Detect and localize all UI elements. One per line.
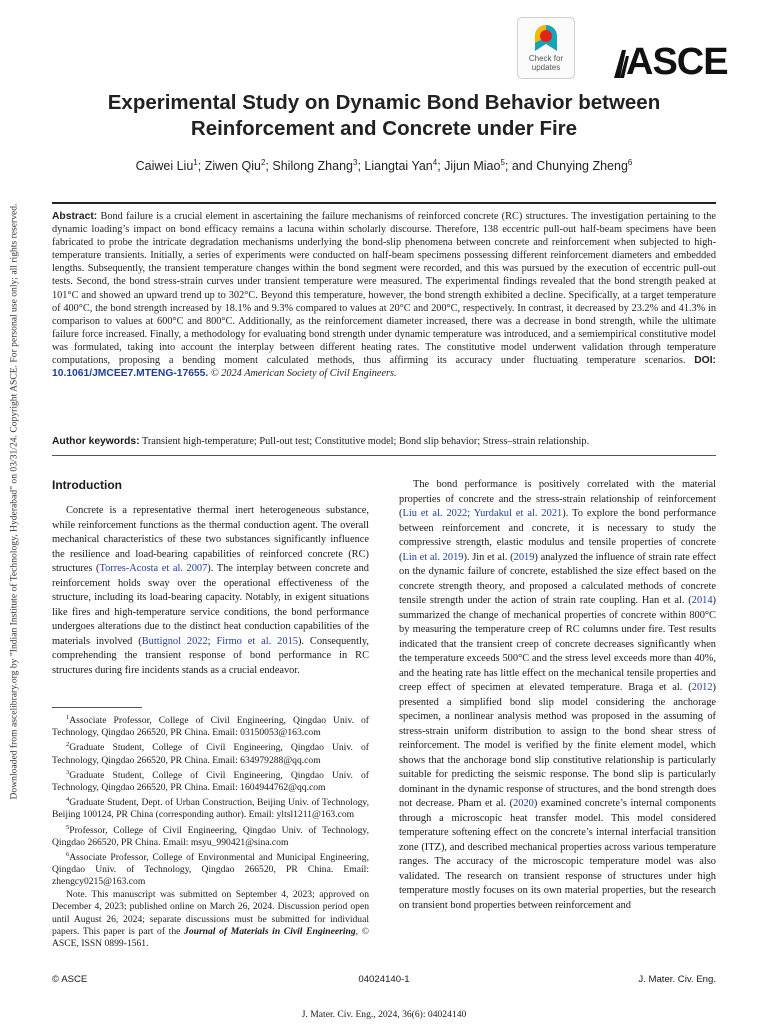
footnote-text: Associate Professor, College of Environmental and Municipal Engineering, Qingdao Univ. of Technology, Qingdao 266520, PR China. Email: zhengcy0215@163.com	[52, 852, 369, 888]
right-column	[399, 478, 716, 913]
paragraph-text: ) summarized the change of mechanical properties of concrete within 800°C by measuring the temperature creep of RC columns under fire. Test results indicated that the transient creep of concrete decreases significantly when the temperature exceeds 500°C and the stress level exceeds more than 40%, and the heating rate has little effect on the mechanical tensile properties and creep effect of specimen at elevated temperature. Braga et al. (	[399, 595, 716, 693]
download-notice: Downloaded from ascelibrary.org by "Indian Institute of Technology, Hyderabad" on 03/31/24. Copyright ASCE. For personal use only; all rights reserved.	[8, 203, 20, 800]
abstract	[52, 210, 716, 380]
footer-page-id: 04024140-1	[358, 974, 410, 985]
author-separator: ;	[357, 159, 365, 174]
abstract-copyright: © 2024 American Society of Civil Engineers.	[210, 368, 397, 380]
author-name: Ziwen Qiu	[204, 159, 261, 174]
footnote-text: Professor, College of Civil Engineering, Qingdao Univ. of Technology, Qingdao 266520, PR China. Email: msyu_990421@sina.com	[52, 824, 369, 848]
paragraph-text: ). Jin et al. (	[463, 551, 514, 563]
title-line-1: Experimental Study on Dynamic Bond Behavior between	[107, 91, 661, 114]
doi-label: DOI:	[694, 355, 716, 367]
footnote-rule	[52, 707, 142, 708]
footnote-mark: 5	[66, 823, 70, 831]
journal-name: Journal of Materials in Civil Engineering	[184, 925, 356, 937]
author-separator: ;	[197, 159, 205, 174]
citation-link[interactable]: 2012	[691, 682, 713, 693]
page-footer	[52, 974, 716, 988]
citation-link[interactable]: Firmo et al. 2015	[216, 635, 298, 647]
left-column	[52, 504, 369, 678]
author-affiliation-mark: 5	[500, 158, 505, 167]
author-affiliation-mark: 1	[193, 158, 198, 167]
badge-line1: Check for	[528, 54, 564, 63]
footnote-mark: 2	[66, 741, 70, 749]
paragraph-text: ). The interplay between concrete and reinforcement holds sway over the operational effectiveness of the structure, including its load-bearing capacity. Notably, in exigent situations like fires and high-temperature service conditions, the bond performance undergoes alterations due to the distinct heat conduction capabilities of the materials involved (	[52, 563, 369, 647]
intro-paragraph-1	[52, 504, 369, 678]
author-name: Liangtai Yan	[364, 159, 433, 174]
paragraph-text: ;	[467, 508, 474, 519]
intro-paragraph-2	[399, 478, 716, 913]
asce-logo	[612, 40, 728, 84]
author-separator: ;	[437, 159, 445, 174]
footnote-text: Associate Professor, College of Civil Engineering, Qingdao Univ. of Technology, Qingdao 266520, PR China. Email: 03150053@163.com	[52, 715, 369, 739]
author-separator: ;	[265, 159, 273, 174]
abstract-top-rule	[52, 202, 716, 204]
author-affiliation-mark: 6	[627, 158, 633, 167]
affiliation-footnote	[52, 794, 369, 821]
author-name: Chunying Zheng	[536, 159, 628, 174]
abstract-text: Bond failure is a crucial element in ascertaining the failure mechanisms of reinforced concrete (RC) structures. The investigation pertaining to the dynamic loading’s impact on bond efficacy remains a lacuna within scholarly discourse. Therefore, 138 eccentric pull-out half-beam specimens have been fabricated to probe the intricate degradation mechanisms underlying the bond-slip phenomena between concrete and reinforcement when subjected to high-temperature transients. Initially, a series of experiments were conducted on half-beam specimens possessing different reinforcement diameters and embedded lengths. Subsequently, the transient temperature changes within the bond segment were recorded, and this was pursued by the execution of eccentric pull-out tests. Second, the bond stress-strain curves under transient temperature were measured. The experimental findings revealed that the bond strength peaked at 101°C and showed an upward trend up to 302°C. Beyond this temperature, however, the bond strength exhibited a decline. Specifically, at a target temperature of 400°C, the bond strength increased by 18.1% and 9.3% compared to values at 20°C and 200°C, respectively. In contrast, it decreased by 23.2% and 41.3% in comparison to values at 600°C and 800°C. Additionally, as the reinforcement diameter increased, there was a decrease in bond strength, while the ultimate failure force increased. Finally, a methodology for evaluating bond strength under dynamic temperature was introduced, and a semiempirical constitutive model was formulated, taking into account the interplay between different heating rates. The constitutive model underwent validation through temperature computations, proposing a bending moment calculated methods, thus affirming its accuracy under fluctuating temperature scenarios.	[52, 211, 716, 367]
footnotes	[52, 712, 369, 950]
keywords-bottom-rule	[52, 455, 716, 456]
paragraph-text: Concrete is a representative thermal inert heterogeneous substance, while reinforcement functions as the thermal conduction agent. The overall mechanical characteristics of these two substances significantly influence the resilience and load-bearing capabilities of reinforced concrete (RC) structures (	[52, 505, 369, 574]
citation-link[interactable]: 2014	[691, 595, 713, 606]
author-name: Jijun Miao	[444, 159, 501, 174]
affiliation-footnote	[52, 767, 369, 794]
paragraph-text: ) analyzed the influence of strain rate effect on the dynamic failure of concrete, established the size effect based on the concrete strength theory, and proposed a calculated methods of concrete tensile strength under the action of strain rate coupling. Han et al. (	[399, 551, 716, 606]
paper-title	[52, 90, 716, 142]
note-tail: , © ASCE, ISSN 0899-1561.	[52, 925, 369, 949]
citation-link[interactable]: Torres-Acosta et al. 2007	[99, 563, 208, 574]
footnote-mark: 4	[66, 796, 70, 804]
badge-line2: updates	[531, 63, 561, 72]
paragraph-text: The bond performance is positively correlated with the material properties of concrete and the stress-strain relationship of reinforcement (	[399, 479, 716, 519]
keywords-label: Author keywords:	[52, 436, 140, 447]
doi-link[interactable]: 10.1061/JMCEE7.MTENG-17655.	[52, 368, 209, 380]
abstract-label: Abstract:	[52, 211, 98, 222]
affiliation-footnote	[52, 849, 369, 888]
footer-copyright: © ASCE	[52, 974, 88, 985]
footnote-text: Graduate Student, College of Civil Engineering, Qingdao Univ. of Technology, Qingdao 266520, PR China. Email: 1604944762@qq.com	[52, 769, 369, 794]
author-affiliation-mark: 3	[353, 158, 358, 167]
paragraph-text: ) presented a simplified bond slip model considering the anchorage specimen, a nonlinear analysis method was proposed in the assuming of stress-strain uniform distribution to assign to the bond shear stress of reinforcement. The model is verified by the finite element model, which shows that the anchorage bond slip constitutive relationship is particularly suitable for predicting the seismic response. The bond slip is particularly dominant in the dynamic response of structures, and the bond strength does not decrease. Pham et al. (	[399, 682, 716, 809]
paragraph-text: ;	[207, 635, 217, 647]
citation-link[interactable]: Liu et al. 2022	[402, 508, 468, 519]
author-affiliation-mark: 4	[432, 158, 438, 167]
citation-link[interactable]: 2020	[513, 798, 534, 809]
section-heading-introduction: Introduction	[52, 478, 122, 492]
author-keywords	[52, 435, 716, 448]
footnote-mark: 3	[66, 768, 70, 776]
author-name: Shilong Zhang	[272, 159, 353, 174]
title-line-2: Reinforcement and Concrete under Fire	[190, 117, 578, 140]
author-affiliation-mark: 2	[260, 158, 266, 167]
affiliation-footnote	[52, 712, 369, 739]
manuscript-note	[52, 889, 369, 949]
author-name: Caiwei Liu	[135, 159, 194, 174]
paragraph-text: ). To explore the bond performance between reinforcement and concrete, it is necessary to study the compressive strength, elastic modulus and tensile properties of concrete (	[399, 508, 716, 563]
footnote-mark: 1	[66, 714, 70, 721]
affiliation-footnote	[52, 739, 369, 766]
citation-link[interactable]: 2019	[513, 551, 535, 563]
asce-logo-text: ASCE	[626, 41, 728, 83]
footnote-text: Graduate Student, Dept. of Urban Construction, Beijing Univ. of Technology, Beijing 100124, PR China (corresponding author). Email: yltsl1211@163.com	[52, 797, 369, 821]
footnote-mark: 6	[66, 850, 70, 858]
footnote-text: Graduate Student, College of Civil Engineering, Qingdao Univ. of Technology, Qingdao 266520, PR China. Email: 634979288@qq.com	[52, 742, 369, 766]
affiliation-footnote	[52, 822, 369, 849]
citation-link[interactable]: Buttignol 2022	[141, 635, 208, 647]
footer-journal: J. Mater. Civ. Eng.	[638, 974, 716, 985]
paragraph-text: ) examined concrete’s internal components through a microscopic heat transfer model. This model considered temperature softening effect on the concrete’s internal interfacial transition zone (ITZ), and described mechanical properties across various temperature ranges. The accuracy of the microscopic temperature model was also validated. The research on transient response of structures under high temperature mostly focuses on its own material properties, but the research on transient bond properties between reinforcement and	[399, 798, 716, 911]
paragraph-text: ). Consequently, comprehending the transient response of bond performance in RC structures during fire incidents stands as a crucial endeavor.	[52, 635, 369, 676]
check-for-updates-icon	[533, 23, 559, 53]
citation-link[interactable]: Yurdakul et al. 2021	[473, 508, 563, 519]
author-list	[52, 158, 716, 173]
keywords-text: Transient high-temperature; Pull-out test; Constitutive model; Bond slip behavior; Stress–strain relationship.	[141, 436, 590, 447]
check-for-updates-button[interactable]	[517, 17, 575, 79]
note-text: Note. This manuscript was submitted on September 4, 2023; approved on December 4, 2023; published online on March 26, 2024. Discussion period open until August 26, 2024; separate discussions must be submitted for individual papers. This paper is part of the	[52, 889, 369, 937]
citation-line: J. Mater. Civ. Eng., 2024, 36(6): 04024140	[301, 1009, 467, 1020]
citation-link[interactable]: Lin et al. 2019	[402, 551, 464, 563]
author-separator: ; and	[504, 159, 537, 174]
